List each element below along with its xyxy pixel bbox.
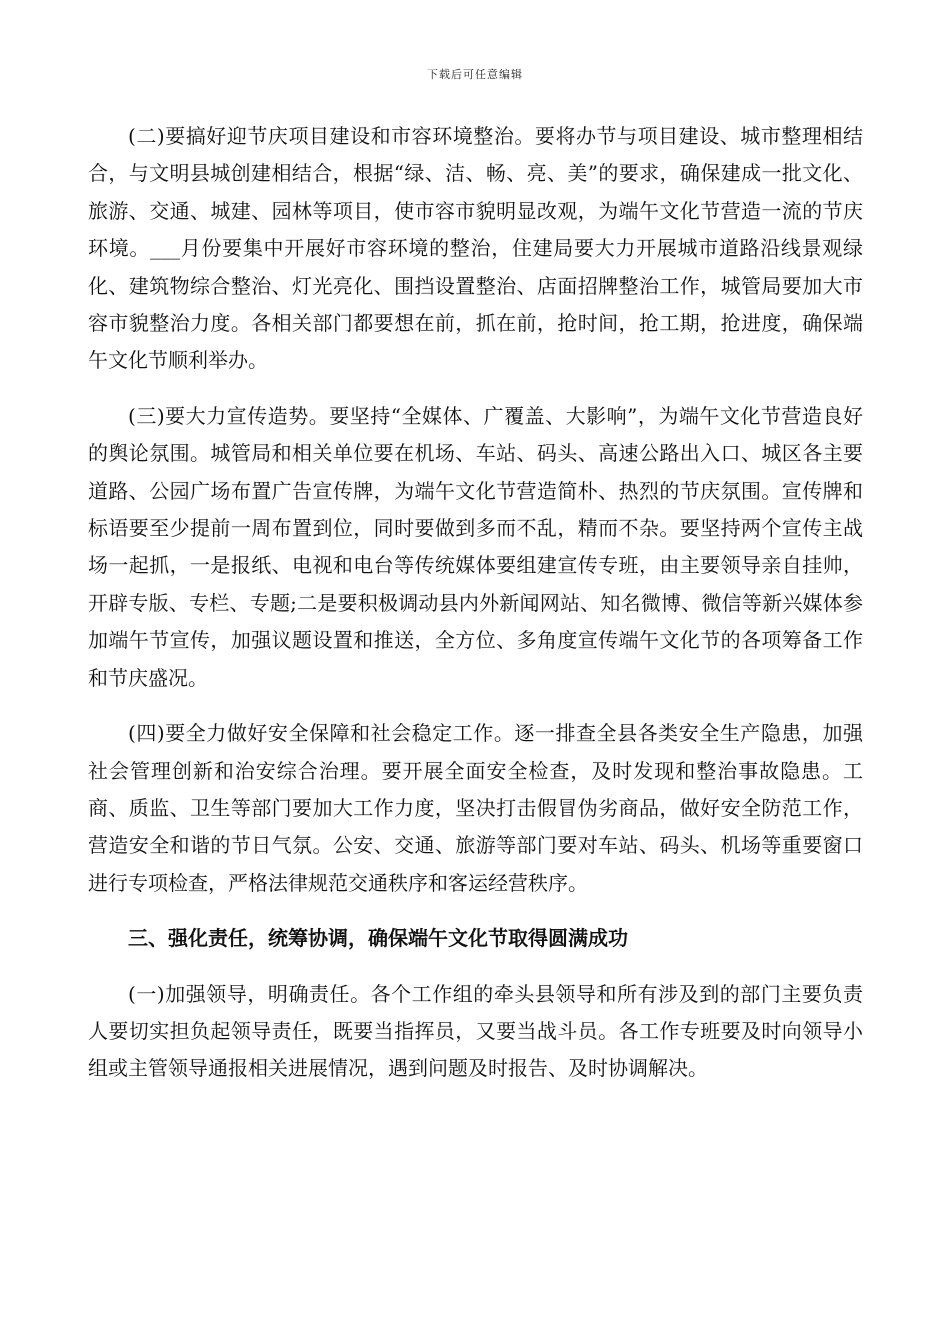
page-header-note: 下载后可任意编辑 [427, 68, 523, 81]
document-body [88, 118, 863, 1106]
paragraph-publicity: (三)要大力宣传造势。要坚持“全媒体、广覆盖、大影响”，为端午文化节营造良好的舆论氛围。城管局和相关单位要在机场、车站、码头、高速公路出入口、城区各主要道路、公园广场布置广告宣传牌，为端午文化节营造简朴、热烈的节庆氛围。宣传牌和标语要至少提前一周布置到位，同时要做到多而不乱，精而不杂。要坚持两个宣传主战场一起抓，一是报纸、电视和电台等传统媒体要组建宣传专班，由主要领导亲自挂帅，开辟专版、专栏、专题;二是要积极调动县内外新闻网站、知名微博、微信等新兴媒体参加端午节宣传，加强议题设置和推送，全方位、多角度宣传端午文化节的各项筹备工作和节庆盛况。 [88, 403, 863, 690]
paragraph-project-construction: (二)要搞好迎节庆项目建设和市容环境整治。要将办节与项目建设、城市整理相结合，与文明县城创建相结合，根据“绿、洁、畅、亮、美”的要求，确保建成一批文化、旅游、交通、城建、园林等项目，使市容市貌明显改观，为端午文化节营造一流的节庆环境。___月份要集中开展好市容环境的整治，住建局要大力开展城市道路沿线景观绿化、建筑物综合整治、灯光亮化、围挡设置整治、店面招牌整治工作，城管局要加大市容市貌整治力度。各相关部门都要想在前，抓在前，抢时间，抢工期，抢进度，确保端午文化节顺利举办。 [88, 124, 863, 373]
section-heading-3: 三、强化责任，统筹协调，确保端午文化节取得圆满成功 [128, 926, 628, 951]
paragraph-leadership: (一)加强领导，明确责任。各个工作组的牵头县领导和所有涉及到的部门主要负责人要切实担负起领导责任，既要当指挥员，又要当战斗员。各工作专班要及时向领导小组或主管领导通报相关进展情况，遇到问题及时报告、及时协调解决。 [88, 981, 863, 1081]
paragraph-safety: (四)要全力做好安全保障和社会稳定工作。逐一排查全县各类安全生产隐患，加强社会管理创新和治安综合治理。要开展全面安全检查，及时发现和整治事故隐患。工商、质监、卫生等部门要加大工作力度，坚决打击假冒伪劣商品，做好安全防范工作，营造安全和谐的节日气氛。公安、交通、旅游等部门要对车站、码头、机场等重要窗口进行专项检查，严格法律规范交通秩序和客运经营秩序。 [88, 721, 863, 895]
